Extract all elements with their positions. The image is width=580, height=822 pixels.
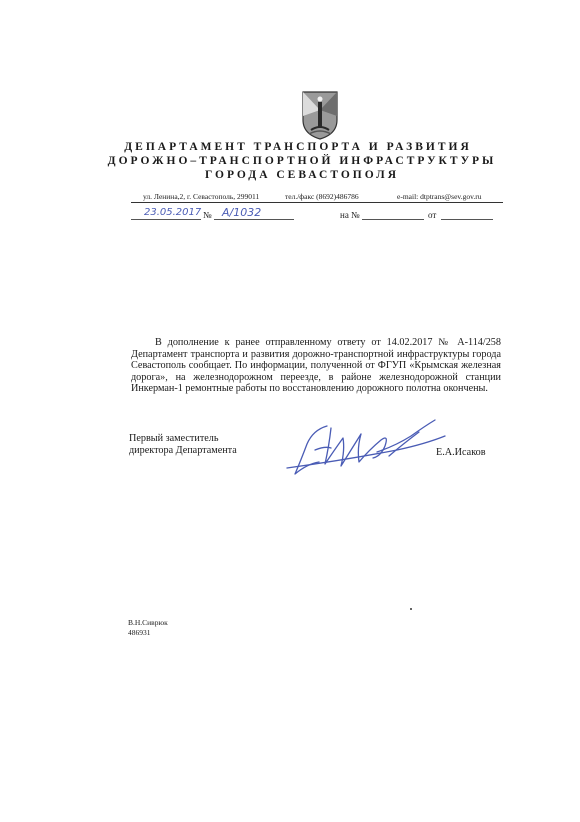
outgoing-number: А/1032 bbox=[222, 206, 262, 219]
header-divider bbox=[131, 202, 503, 203]
number-label: № bbox=[203, 210, 212, 220]
contact-phone: тел./факс (8692)486786 bbox=[285, 192, 359, 201]
reply-date-line bbox=[441, 219, 493, 220]
coat-of-arms-emblem bbox=[301, 90, 339, 140]
signatory-title bbox=[129, 433, 237, 457]
signatory-title-line-2: директора Департамента bbox=[129, 445, 237, 456]
reply-number-label: на № bbox=[340, 210, 360, 220]
letter-paragraph: В дополнение к ранее отправленному ответу от 14.02.2017 № А-114/258 Департамент транспорта и развития дорожно-транспортной инфраструктуры города Севастополь сообщает. По информации, полученной от ФГУП «Крымская железная дорога», на железнодорожном переезде, в районе железнодорожной станции Инкерман-1 ремонтные работы по восстановлению дорожного полотна окончены. bbox=[131, 337, 501, 395]
page-mark bbox=[410, 608, 412, 610]
signatory-title-line-1: Первый заместитель bbox=[129, 433, 219, 444]
department-title-line-1: ДЕПАРТАМЕНТ ТРАНСПОРТА И РАЗВИТИЯ bbox=[124, 141, 472, 153]
reply-number-line bbox=[362, 219, 424, 220]
outgoing-date: 23.05.2017 bbox=[144, 207, 202, 218]
department-title-line-3: ГОРОДА СЕВАСТОПОЛЯ bbox=[204, 169, 399, 181]
executor-block bbox=[128, 618, 168, 638]
signatory-name: Е.А.Исаков bbox=[436, 447, 486, 458]
contact-email: e-mail: dtptrans@sev.gov.ru bbox=[397, 192, 482, 201]
number-field-line bbox=[214, 219, 294, 220]
reply-date-label: от bbox=[428, 210, 437, 220]
department-title-line-2: ДОРОЖНО–ТРАНСПОРТНОЙ ИНФРАСТРУКТУРЫ bbox=[107, 155, 497, 167]
handwritten-signature bbox=[285, 416, 450, 482]
executor-name: В.Н.Сиврюк bbox=[128, 618, 168, 627]
date-field-line bbox=[131, 219, 201, 220]
contact-address: ул. Ленина,2, г. Севастополь, 299011 bbox=[143, 192, 260, 201]
letter-body bbox=[131, 337, 501, 395]
executor-phone: 486931 bbox=[128, 628, 151, 637]
